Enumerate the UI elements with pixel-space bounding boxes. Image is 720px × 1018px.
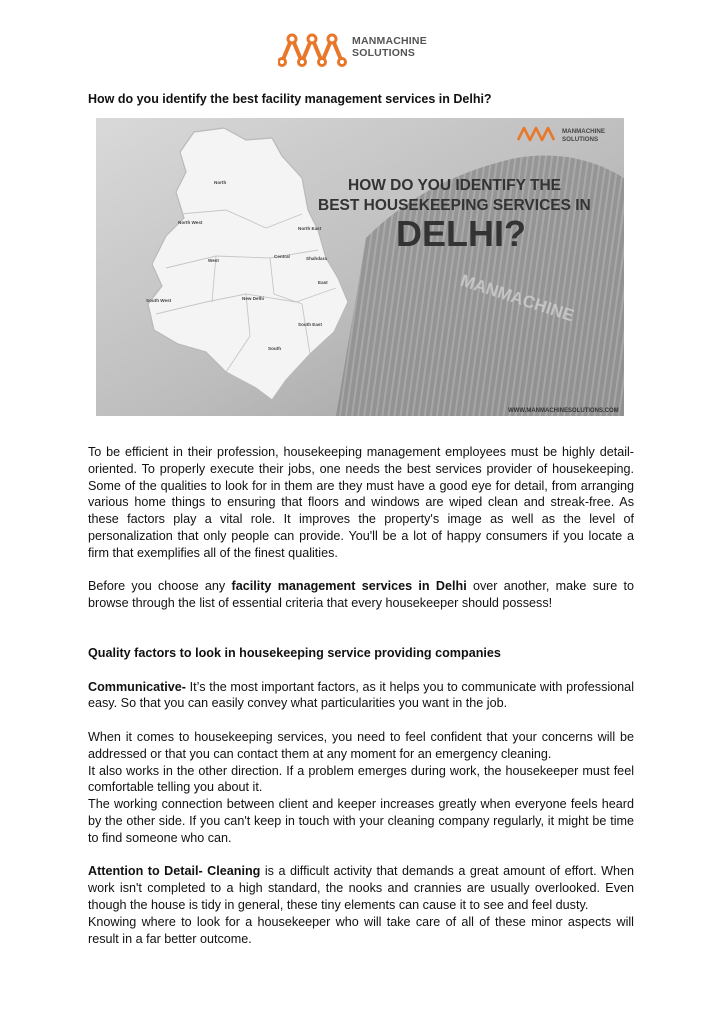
map-label-central: Central (274, 254, 290, 259)
map-label-north-east: North East (298, 226, 322, 231)
paragraph-working-connection: The working connection between client and keeper increases greatly when everyone feels heard by the other side. If you can't keep in touch with your cleaning company regularly, it might be time to find someone who can. (88, 797, 634, 845)
banner-headline-line2: BEST HOUSEKEEPING SERVICES IN (318, 197, 591, 214)
map-label-new-delhi: New Delhi (242, 296, 264, 301)
banner-shirt-text: MANMACHINE (458, 270, 577, 326)
map-label-south-west: South West (146, 298, 172, 303)
paragraph-criteria: Before you choose any facility management services in Delhi over another, make sure to browse through the list of essential criteria that every housekeeper should possess! (88, 579, 635, 611)
banner-logo-line1: MANMACHINE (562, 128, 605, 135)
paragraph-confidence: When it comes to housekeeping services, you need to feel confident that your concerns will be addressed or that you can contact them at any moment for an emergency cleaning. (88, 729, 634, 761)
chain-links-logo-icon (278, 30, 350, 70)
paragraph-attention-detail: Attention to Detail- Cleaning is a difficult activity that demands a great amount of effort. When work isn't completed to a high standard, the nooks and crannies are usually overlooked. Even though the house is tidy in general, these tiny elements can cause it to see and feel dusty. (88, 864, 634, 912)
logo-wordmark: MANMACHINE SOLUTIONS (352, 35, 427, 59)
facility-management-link-text: facility management services in Delhi (231, 579, 467, 594)
banner-website: WWW.MANMACHINESOLUTIONS.COM (508, 408, 619, 414)
map-label-south-east: South East (298, 322, 322, 327)
document-title: How do you identify the best facility management services in Delhi? (88, 92, 492, 106)
banner-headline-line3: DELHI? (396, 213, 526, 254)
banner-image (96, 118, 624, 416)
banner-logo-line2: SOLUTIONS (562, 136, 599, 143)
map-label-north-west: North West (178, 220, 203, 225)
header-logo (278, 28, 438, 72)
paragraph-outcome: Knowing where to look for a housekeeper who will take care of all of these minor aspects will result in a far better outcome. (88, 914, 634, 946)
map-label-west: West (208, 258, 219, 263)
paragraph-intro: To be efficient in their profession, housekeeping management employees must be highly detail-oriented. To properly execute their jobs, one needs the best services provider of housekeeping. Some of the qualities to look for in them are they must have a good eye for detail, from arranging various home things to ensuring that floors and windows are wiped clean and streak-free. As these factors play a vital role. It improves the property's image as well as the level of personalization that only people can provide. You'll be a lot of happy consumers if you locate a firm that exemplifies all of the finest qualities. (88, 445, 634, 560)
map-label-shahdara: Shahdara (306, 256, 327, 261)
map-label-east: East (318, 280, 328, 285)
paragraph-communicative: Communicative- It’s the most important factors, as it helps you to communicate with professional easy. So that you can easily convey what particularities you want in the job. (88, 679, 634, 711)
map-label-south: South (268, 346, 282, 351)
section-heading: Quality factors to look in housekeeping service providing companies (88, 645, 501, 660)
paragraph-other-direction: It also works in the other direction. If a problem emerges during work, the housekeeper must feel comfortable telling you about it. (88, 763, 634, 795)
article-body (88, 444, 634, 947)
banner-headline-line1: HOW DO YOU IDENTIFY THE (348, 177, 561, 194)
map-label-north: North (214, 180, 227, 185)
